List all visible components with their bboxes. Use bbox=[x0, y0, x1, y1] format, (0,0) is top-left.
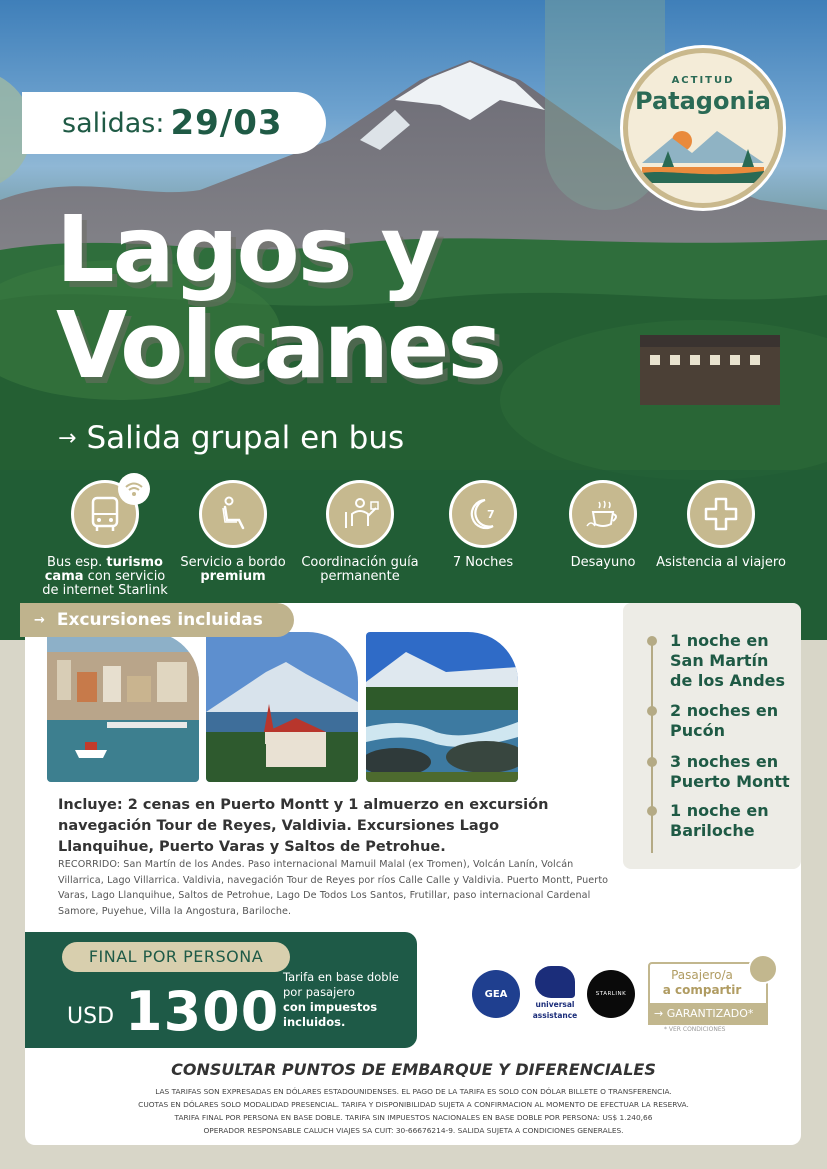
guide-icon bbox=[340, 494, 380, 534]
photo-saltos-de-petrohue bbox=[366, 632, 518, 782]
gea-logo: GEA bbox=[472, 970, 520, 1018]
badge-top-text: ACTITUD bbox=[671, 75, 735, 86]
feature-bus-label: Bus esp. turismo cama con servicio de internet Starlink bbox=[42, 555, 168, 598]
price-note-text: Tarifa en base doble por pasajero bbox=[283, 970, 399, 999]
departures-label: salidas: bbox=[62, 107, 165, 139]
wifi-icon bbox=[118, 473, 150, 505]
legal-line: OPERADOR RESPONSABLE CALUCH VIAJES SA CUIT: 30-66676214-9. SALIDA SUJETA A CONDICIONES GENERALES. bbox=[203, 1126, 624, 1135]
feature-assistance-label: Asistencia al viajero bbox=[656, 555, 786, 570]
arrow-right-icon: → bbox=[58, 425, 77, 451]
universal-assistance-logo bbox=[532, 966, 578, 1020]
compartir-line-2: a compartir bbox=[662, 983, 742, 997]
nights-panel bbox=[623, 603, 801, 869]
universal-assistance-mark-icon bbox=[535, 966, 575, 998]
timeline-dot bbox=[647, 706, 657, 716]
price-amount: 1300 bbox=[125, 980, 280, 1043]
legal-text bbox=[80, 1085, 747, 1137]
price-note-bold: con impuestos incluidos. bbox=[283, 1000, 378, 1029]
feature-breakfast-label: Desayuno bbox=[570, 555, 636, 570]
night-stop-text: 3 noches en Puerto Montt bbox=[670, 752, 790, 791]
feature-premium-label: Servicio a bordo premium bbox=[180, 555, 286, 584]
trip-title bbox=[56, 196, 501, 399]
feature-nights bbox=[413, 480, 553, 570]
excursions-pill bbox=[20, 603, 294, 637]
feature-guide-label: Coordinación guía permanente bbox=[301, 555, 419, 584]
timeline-dot bbox=[647, 757, 657, 767]
price-currency: USD bbox=[67, 1004, 115, 1029]
legal-line: CUOTAS EN DÓLARES SOLO MODALIDAD PRESENCIAL. TARIFA Y DISPONIBILIDAD SUJETA A CONFIRMACION AL MOMENTO DE EFECTUAR LA RESERVA. bbox=[138, 1100, 689, 1109]
seat-icon bbox=[213, 494, 253, 534]
coffee-icon bbox=[583, 494, 623, 534]
bus-icon bbox=[85, 494, 125, 534]
legal-line: TARIFA FINAL POR PERSONA EN BASE DOBLE. TARIFA SIN IMPUESTOS NACIONALES EN BASE DOBLE POR PERSONA: US$ 1.240,66 bbox=[174, 1113, 653, 1122]
price-box bbox=[25, 932, 417, 1048]
moon-number: 7 bbox=[487, 508, 495, 521]
price-label: FINAL POR PERSONA bbox=[62, 942, 290, 972]
excursions-label: Excursiones incluidas bbox=[56, 610, 263, 630]
conditions-note: * VER CONDICIONES bbox=[664, 1026, 726, 1033]
actitud-patagonia-logo bbox=[623, 48, 783, 208]
compartir-line-1: Pasajero/a bbox=[671, 968, 733, 982]
timeline-line bbox=[651, 641, 653, 853]
feature-nights-label: 7 Noches bbox=[452, 555, 514, 570]
night-stop-text: 1 noche en San Martín de los Andes bbox=[670, 631, 786, 690]
photo-puerto-montt bbox=[47, 632, 199, 782]
timeline-dot bbox=[647, 806, 657, 816]
includes-text: Incluye: 2 cenas en Puerto Montt y 1 almuerzo en excursión navegación Tour de Reyes, Valdivia. Excursiones Lago Llanquihue, Puerto Varas y Saltos de Petrohue. bbox=[58, 797, 549, 855]
flower-icon bbox=[748, 954, 778, 984]
departure-date-pill bbox=[22, 92, 326, 154]
badge-name-text: Patagonia bbox=[635, 87, 771, 115]
legal-line: LAS TARIFAS SON EXPRESADAS EN DÓLARES ESTADOUNIDENSES. EL PAGO DE LA TARIFA ES SOLO CON DÓLAR BILLETE O TRANSFERENCIA. bbox=[155, 1087, 672, 1096]
trip-title-line-1: Lagos y bbox=[56, 196, 439, 303]
feature-bus bbox=[35, 480, 175, 598]
arrow-right-icon: → bbox=[34, 612, 45, 628]
timeline-dot bbox=[647, 636, 657, 646]
price-note bbox=[283, 970, 411, 1030]
trip-subtitle bbox=[58, 420, 404, 456]
feature-guide bbox=[290, 480, 430, 584]
ua-line-2: assistance bbox=[532, 1011, 578, 1020]
mountain-landscape-icon bbox=[642, 123, 764, 183]
compartir-guaranteed: → GARANTIZADO* bbox=[648, 1003, 768, 1025]
night-stop-text: 2 noches en Pucón bbox=[670, 701, 779, 740]
consult-heading: CONSULTAR PUNTOS DE EMBARQUE Y DIFERENCIALES bbox=[171, 1060, 656, 1079]
photo-puerto-varas bbox=[206, 632, 358, 782]
departures-date: 29/03 bbox=[170, 103, 283, 143]
shared-passenger-badge bbox=[648, 962, 768, 1024]
medical-cross-icon bbox=[701, 494, 741, 534]
route-text: RECORRIDO: San Martín de los Andes. Paso internacional Mamuil Malal (ex Tromen), Volcán Lanín, Volcán Villarrica, Lago Villarrica. Valdivia, navegación Tour de Reyes por ríos Calle Calle y Valdivia. Puerto Montt, Puerto Varas, Lago Llanquihue, Saltos de Petrohue, Lago De Todos Los Santos, Frutillar, paso internacional Cardenal Samore, Puyehue, Villa la Angostura, Bariloche. bbox=[58, 859, 609, 917]
moon-icon bbox=[463, 494, 503, 534]
feature-assistance bbox=[651, 480, 791, 570]
trip-title-line-2: Volcanes bbox=[56, 292, 501, 399]
night-stop-text: 1 noche en Bariloche bbox=[670, 801, 769, 840]
subtitle-text: Salida grupal en bus bbox=[86, 420, 405, 456]
feature-premium-service bbox=[163, 480, 303, 584]
ua-line-1: universal bbox=[535, 1000, 575, 1009]
starlink-logo: STARLINK bbox=[587, 970, 635, 1018]
